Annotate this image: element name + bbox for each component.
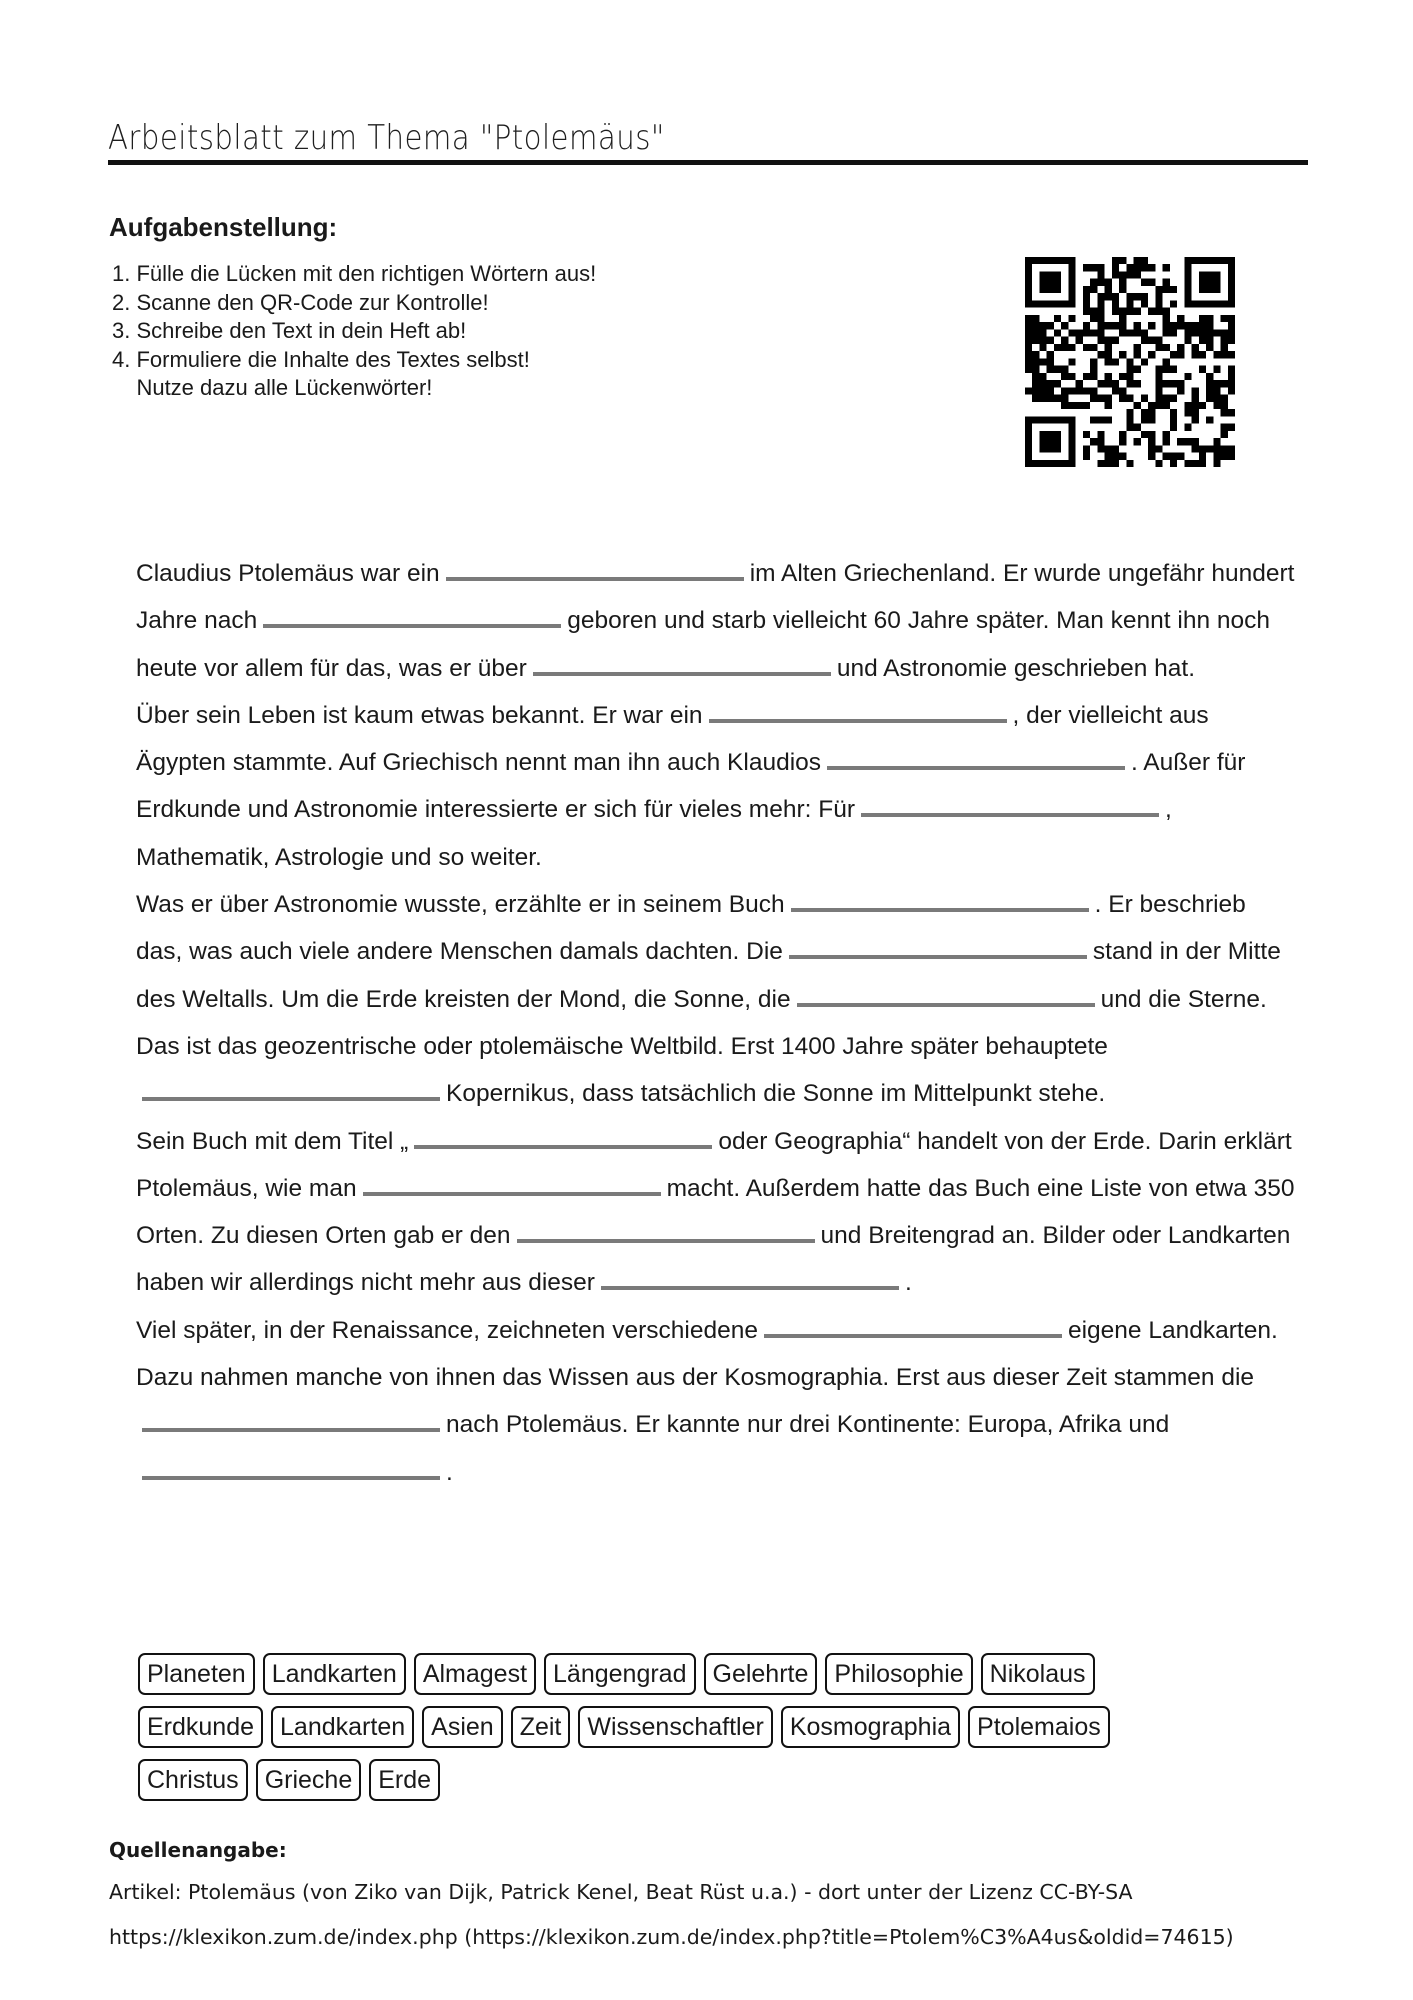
word-chip[interactable]: Grieche bbox=[256, 1759, 362, 1801]
cloze-paragraph bbox=[136, 881, 1296, 1117]
cloze-text-segment: eigene Landkarten. Dazu nahmen manche von ihnen das Wissen aus der Kosmographia. Erst aus dieser Zeit stammen die bbox=[136, 1316, 1278, 1392]
cloze-text-segment: . Er beschrieb das, was auch viele andere Menschen damals dachten. Die bbox=[136, 891, 1246, 966]
cloze-text-segment: Über sein Leben ist kaum etwas bekannt. Er war ein bbox=[136, 701, 703, 729]
word-chip[interactable]: Almagest bbox=[414, 1653, 536, 1695]
cloze-text-segment: stand in der Mitte des Weltalls. Um die Erde kreisten der Mond, die Sonne, die bbox=[136, 938, 1281, 1013]
word-chip[interactable]: Landkarten bbox=[263, 1653, 406, 1695]
word-chip[interactable]: Kosmographia bbox=[781, 1706, 960, 1748]
cloze-text-segment: geboren und starb vielleicht 60 Jahre später. Man kennt ihn noch heute vor allem für das, was er über bbox=[136, 607, 1271, 682]
gap-blank[interactable] bbox=[861, 793, 1159, 817]
gap-blank[interactable] bbox=[789, 935, 1087, 959]
title-divider bbox=[108, 160, 1308, 165]
task-heading: Aufgabenstellung: bbox=[109, 212, 338, 242]
gap-blank[interactable] bbox=[601, 1266, 899, 1290]
cloze-text-segment: im Alten Griechenland. Er wurde ungefähr hundert Jahre nach bbox=[136, 560, 1295, 635]
cloze-text-segment: nach Ptolemäus. Er kannte nur drei Kontinente: Europa, Afrika und bbox=[446, 1411, 1170, 1439]
cloze-text-segment: , der vielleicht aus Ägypten stammte. Auf Griechisch nennt man ihn auch Klaudios bbox=[136, 701, 1209, 777]
word-chip[interactable]: Gelehrte bbox=[704, 1653, 818, 1695]
source-link[interactable]: https://klexikon.zum.de/index.php (https://klexikon.zum.de/index.php?title=Ptolem%C3%A4us&oldid=74615) bbox=[109, 1925, 1234, 1949]
cloze-text-segment: und Astronomie geschrieben hat. bbox=[836, 654, 1196, 682]
gap-blank[interactable] bbox=[363, 1172, 661, 1196]
gap-blank[interactable] bbox=[142, 1077, 440, 1101]
word-bank-row bbox=[138, 1653, 1228, 1695]
cloze-text bbox=[136, 550, 1296, 1496]
cloze-paragraph bbox=[136, 1307, 1296, 1496]
word-chip[interactable]: Zeit bbox=[511, 1706, 571, 1748]
word-chip[interactable]: Wissenschaftler bbox=[578, 1706, 772, 1748]
gap-blank[interactable] bbox=[533, 652, 831, 676]
cloze-text-segment: Sein Buch mit dem Titel „ bbox=[136, 1127, 409, 1155]
word-chip[interactable]: Landkarten bbox=[271, 1706, 414, 1748]
word-chip[interactable]: Nikolaus bbox=[981, 1653, 1095, 1695]
task-item: 3. Schreibe den Text in dein Heft ab! bbox=[112, 318, 467, 343]
cloze-text-segment: . Außer für Erdkunde und Astronomie interessierte er sich für vieles mehr: Für bbox=[136, 749, 1246, 824]
sources-heading: Quellenangabe: bbox=[109, 1838, 287, 1862]
gap-blank[interactable] bbox=[142, 1408, 440, 1432]
task-item: 4. Formuliere die Inhalte des Textes selbst! bbox=[112, 346, 530, 372]
word-chip[interactable]: Planeten bbox=[138, 1653, 255, 1695]
task-list bbox=[112, 260, 596, 403]
cloze-text-segment: oder Geographia“ handelt von der Erde. Darin erklärt Ptolemäus, wie man bbox=[136, 1127, 1292, 1202]
gap-blank[interactable] bbox=[791, 888, 1089, 912]
gap-blank[interactable] bbox=[709, 699, 1007, 723]
word-chip[interactable]: Erde bbox=[369, 1759, 440, 1801]
gap-blank[interactable] bbox=[414, 1125, 712, 1149]
cloze-text-segment: . bbox=[446, 1458, 453, 1486]
cloze-paragraph bbox=[136, 692, 1296, 881]
word-chip[interactable]: Asien bbox=[422, 1706, 503, 1748]
gap-blank[interactable] bbox=[827, 746, 1125, 770]
cloze-text-segment: Kopernikus, dass tatsächlich die Sonne im Mittelpunkt stehe. bbox=[446, 1080, 1106, 1108]
task-item: 2. Scanne den QR-Code zur Kontrolle! bbox=[112, 289, 489, 315]
cloze-paragraph bbox=[136, 1118, 1296, 1307]
word-chip[interactable]: Christus bbox=[138, 1759, 248, 1801]
gap-blank[interactable] bbox=[797, 983, 1095, 1007]
cloze-paragraph bbox=[136, 550, 1296, 692]
gap-blank[interactable] bbox=[142, 1456, 440, 1480]
word-bank bbox=[138, 1653, 1228, 1812]
page-title: Arbeitsblatt zum Thema "Ptolemäus" bbox=[108, 118, 665, 158]
task-item: 1. Fülle die Lücken mit den richtigen Wörtern aus! bbox=[112, 261, 597, 286]
qr-code-icon[interactable] bbox=[1025, 257, 1235, 467]
gap-blank[interactable] bbox=[446, 557, 744, 581]
cloze-text-segment: Viel später, in der Renaissance, zeichneten verschiedene bbox=[136, 1316, 758, 1344]
gap-blank[interactable] bbox=[263, 604, 561, 628]
source-article: Artikel: Ptolemäus (von Ziko van Dijk, Patrick Kenel, Beat Rüst u.a.) - dort unter der Lizenz CC-BY-SA bbox=[109, 1880, 1133, 1904]
cloze-text-segment: macht. Außerdem hatte das Buch eine Liste von etwa 350 Orten. Zu diesen Orten gab er den bbox=[136, 1174, 1295, 1250]
word-chip[interactable]: Philosophie bbox=[825, 1653, 972, 1695]
gap-blank[interactable] bbox=[517, 1219, 815, 1243]
cloze-text-segment: und die Sterne. Das ist das geozentrische oder ptolemäische Weltbild. Erst 1400 Jahre später behauptete bbox=[136, 985, 1267, 1060]
cloze-text-segment: Claudius Ptolemäus war ein bbox=[136, 560, 440, 587]
task-item: Nutze dazu alle Lückenwörter! bbox=[112, 375, 433, 400]
cloze-text-segment: . bbox=[904, 1269, 912, 1297]
gap-blank[interactable] bbox=[764, 1314, 1062, 1338]
cloze-text-segment: , Mathematik, Astrologie und so weiter. bbox=[136, 796, 1172, 871]
cloze-text-segment: und Breitengrad an. Bilder oder Landkarten haben wir allerdings nicht mehr aus dieser bbox=[136, 1222, 1291, 1297]
word-chip[interactable]: Erdkunde bbox=[138, 1706, 263, 1748]
cloze-text-segment: Was er über Astronomie wusste, erzählte er in seinem Buch bbox=[136, 891, 785, 919]
word-bank-row bbox=[138, 1759, 1228, 1801]
word-bank-row bbox=[138, 1706, 1228, 1748]
word-chip[interactable]: Längengrad bbox=[544, 1653, 695, 1695]
word-chip[interactable]: Ptolemaios bbox=[968, 1706, 1110, 1748]
